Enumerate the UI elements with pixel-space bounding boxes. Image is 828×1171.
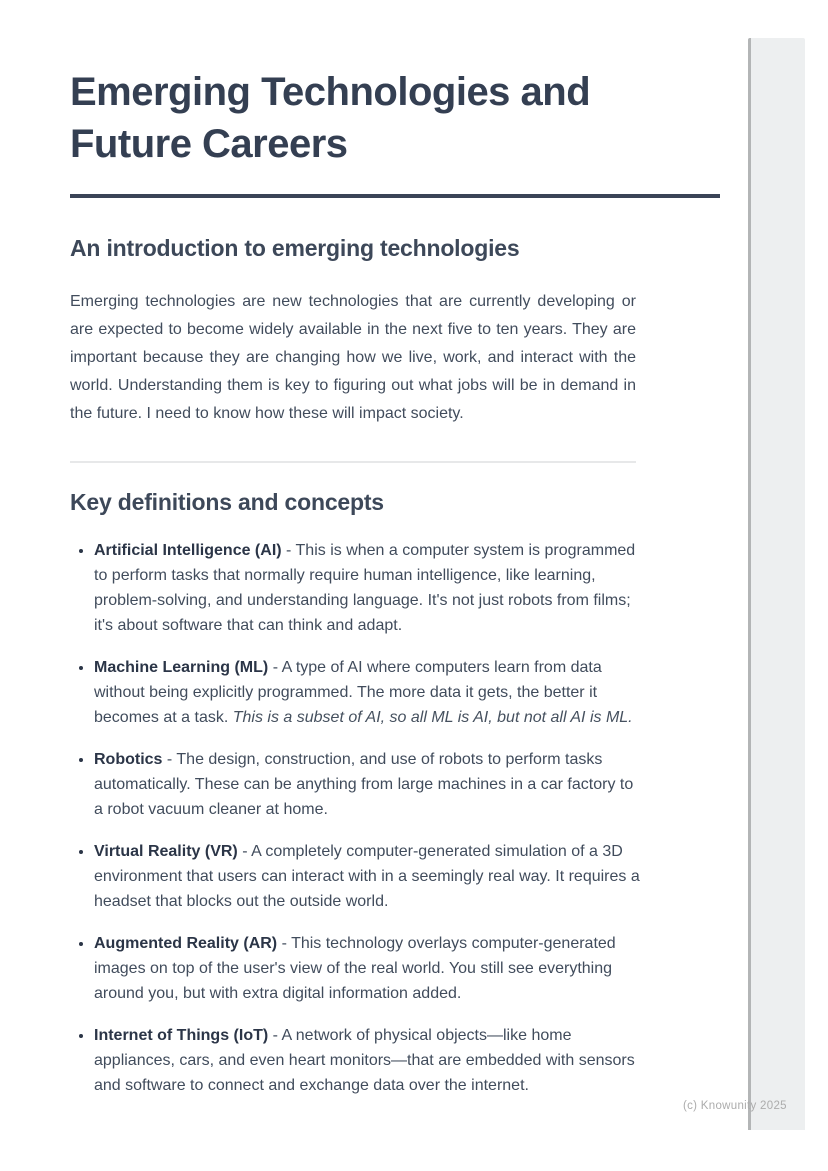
term-separator: -	[286, 542, 292, 559]
list-item-ai	[94, 538, 646, 638]
definitions-list	[70, 538, 646, 1098]
term-label: Internet of Things (IoT)	[94, 1027, 269, 1044]
italic-note: This is a subset of AI, so all ML is AI, but not all AI is ML.	[228, 709, 633, 726]
list-item-iot	[94, 1023, 646, 1098]
page-content	[70, 66, 640, 1115]
term-definition: This is when a computer system is programmed to perform tasks that normally require human intelligence, like learning, problem-solving, and understanding language. It's not just robots from films; it's about software that can think and adapt.	[94, 542, 636, 634]
term-separator: -	[166, 751, 173, 768]
term-separator: -	[272, 1027, 278, 1044]
section-heading-intro: An introduction to emerging technologies	[70, 235, 520, 261]
term-separator: -	[272, 659, 279, 676]
list-item-robotics	[94, 747, 646, 822]
list-item-ml	[94, 655, 646, 730]
section-heading-definitions: Key definitions and concepts	[70, 489, 384, 515]
term-separator: -	[242, 843, 248, 860]
term-definition: The design, construction, and use of robots to perform tasks automatically. These can be anything from large machines in a car factory to a robot vacuum cleaner at home.	[94, 751, 634, 818]
copyright-watermark: (c) Knowunity 2025	[683, 1100, 787, 1112]
term-label: Machine Learning (ML)	[94, 659, 269, 676]
list-item-vr	[94, 839, 646, 914]
term-label: Robotics	[94, 751, 163, 768]
page-edge-strip	[748, 38, 805, 1130]
title-divider-rule	[70, 194, 720, 198]
term-label: Artificial Intelligence (AI)	[94, 542, 282, 559]
list-item-ar	[94, 931, 646, 1006]
term-definition: This technology overlays computer-generated images on top of the user's view of the real world. You still see everything around you, but with extra digital information added.	[94, 935, 616, 1002]
term-definition: A network of physical objects—like home appliances, cars, and even heart monitors—that are embedded with sensors and software to connect and exchange data over the internet.	[94, 1027, 635, 1094]
intro-paragraph: Emerging technologies are new technologies that are currently developing or are expected to become widely available in the next five to ten years. They are important because they are changing how we live, work, and interact with the world. Understanding them is key to figuring out what jobs will be in demand in the future. I need to know how these will impact society.	[70, 293, 636, 422]
term-label: Virtual Reality (VR)	[94, 843, 238, 860]
term-label: Augmented Reality (AR)	[94, 935, 278, 952]
page-title: Emerging Technologies and Future Careers	[70, 70, 591, 166]
term-definition: A completely computer-generated simulation of a 3D environment that users can interact with in a seemingly real way. It requires a headset that blocks out the outside world.	[94, 843, 640, 910]
section-divider	[70, 461, 636, 463]
term-separator: -	[281, 935, 287, 952]
term-definition: A type of AI where computers learn from data without being explicitly programmed. The more data it gets, the better it becomes at a task.	[94, 659, 602, 726]
